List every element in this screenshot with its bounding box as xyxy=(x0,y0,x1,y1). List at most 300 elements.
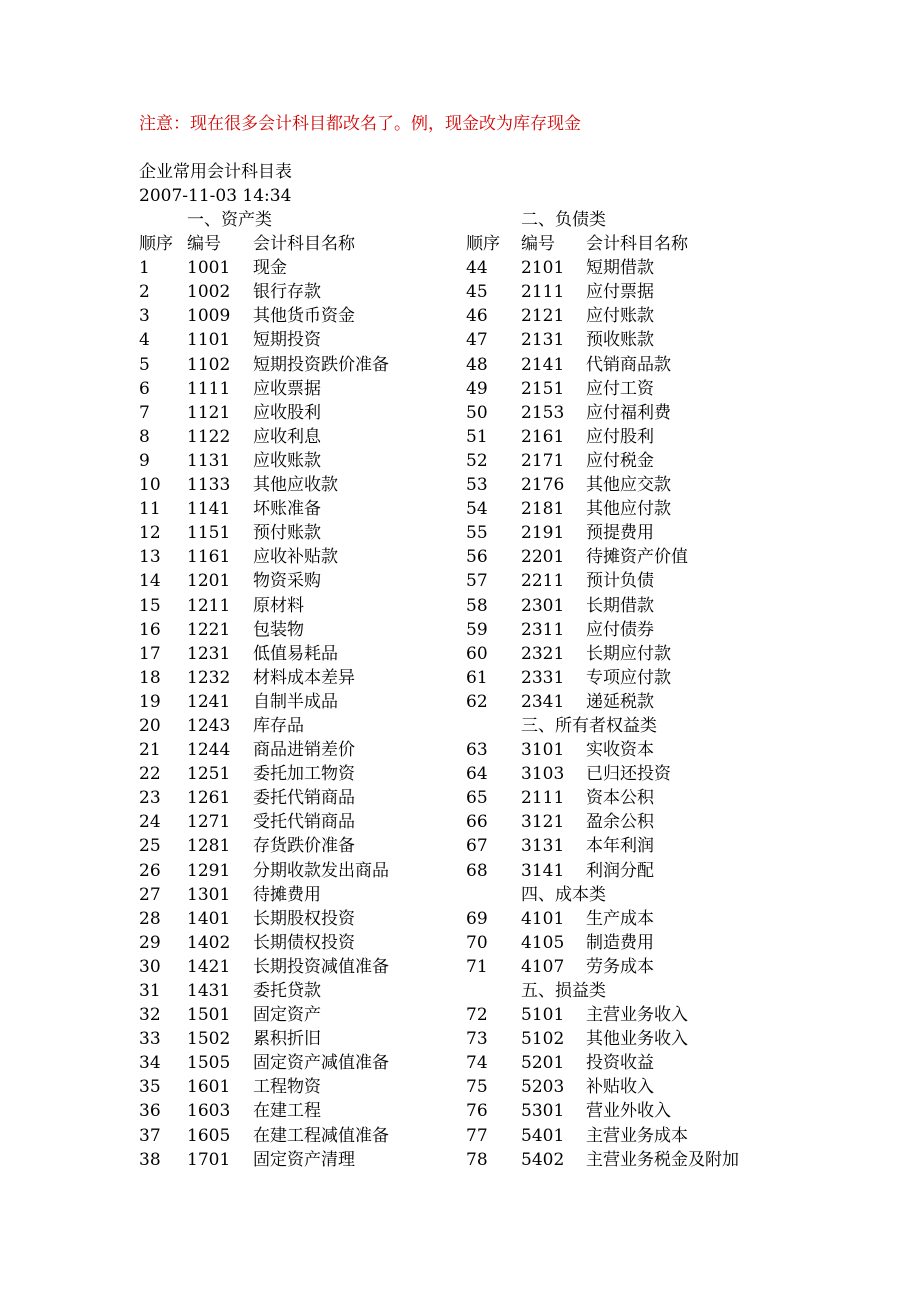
account-row xyxy=(466,1148,786,1172)
account-row xyxy=(466,304,786,328)
category-heading: 二、负债类 xyxy=(521,210,606,230)
account-code: 1001 xyxy=(187,258,231,279)
account-name: 应收利息 xyxy=(253,426,321,447)
account-code: 1141 xyxy=(187,499,231,520)
account-row xyxy=(466,1027,786,1051)
account-name: 营业外收入 xyxy=(586,1101,671,1122)
account-row xyxy=(139,256,459,280)
account-order: 4 xyxy=(139,330,150,351)
account-name: 投资收益 xyxy=(586,1053,654,1074)
account-code: 1244 xyxy=(187,740,231,761)
account-row xyxy=(139,859,459,883)
account-code: 2201 xyxy=(521,547,565,568)
account-name: 应收补贴款 xyxy=(253,547,338,568)
account-name: 固定资产减值准备 xyxy=(253,1053,389,1074)
account-row xyxy=(139,1027,459,1051)
account-row xyxy=(139,425,459,449)
account-order: 55 xyxy=(466,523,488,544)
account-order: 47 xyxy=(466,330,488,351)
account-order: 34 xyxy=(139,1053,161,1074)
account-code: 5102 xyxy=(521,1029,565,1050)
account-row xyxy=(139,931,459,955)
account-name: 应收股利 xyxy=(253,402,321,423)
account-name: 专项应付款 xyxy=(586,667,671,688)
account-order: 77 xyxy=(466,1125,488,1146)
account-code: 1002 xyxy=(187,282,231,303)
account-row xyxy=(139,521,459,545)
account-row xyxy=(466,401,786,425)
account-row xyxy=(139,642,459,666)
account-row xyxy=(139,907,459,931)
account-order: 50 xyxy=(466,402,488,423)
account-row xyxy=(139,1099,459,1123)
account-code: 1291 xyxy=(187,860,231,881)
account-code: 2111 xyxy=(521,282,565,303)
account-name: 主营业务成本 xyxy=(586,1125,688,1146)
account-name: 商品进销差价 xyxy=(253,740,355,761)
account-row xyxy=(139,883,459,907)
account-row xyxy=(466,1075,786,1099)
column-header-row xyxy=(139,232,459,256)
account-order: 9 xyxy=(139,450,150,471)
account-code: 5101 xyxy=(521,1005,565,1026)
account-order: 33 xyxy=(139,1029,161,1050)
account-row xyxy=(139,762,459,786)
column-header-name: 会计科目名称 xyxy=(586,234,688,255)
account-code: 5203 xyxy=(521,1077,565,1098)
account-row xyxy=(139,714,459,738)
account-order: 70 xyxy=(466,932,488,953)
account-order: 30 xyxy=(139,956,161,977)
account-name: 生产成本 xyxy=(586,908,654,929)
account-order: 32 xyxy=(139,1005,161,1026)
account-code: 2211 xyxy=(521,571,565,592)
account-row xyxy=(466,931,786,955)
account-row xyxy=(466,545,786,569)
account-row xyxy=(139,569,459,593)
account-code: 1102 xyxy=(187,354,231,375)
account-order: 13 xyxy=(139,547,161,568)
account-code: 5301 xyxy=(521,1101,565,1122)
account-name: 待摊费用 xyxy=(253,884,321,905)
account-code: 2151 xyxy=(521,378,565,399)
account-code: 2111 xyxy=(521,788,565,809)
account-code: 1121 xyxy=(187,402,231,423)
account-order: 24 xyxy=(139,812,161,833)
account-code: 2101 xyxy=(521,258,565,279)
account-name: 长期应付款 xyxy=(586,643,671,664)
account-code: 2341 xyxy=(521,691,565,712)
account-code: 2191 xyxy=(521,523,565,544)
column-header-name: 会计科目名称 xyxy=(253,234,355,255)
account-order: 54 xyxy=(466,499,488,520)
account-code: 2171 xyxy=(521,450,565,471)
account-name: 应付股利 xyxy=(586,426,654,447)
account-row xyxy=(139,690,459,714)
account-row xyxy=(466,859,786,883)
account-row xyxy=(466,642,786,666)
account-order: 11 xyxy=(139,499,161,520)
account-row xyxy=(466,594,786,618)
account-name: 其他应交款 xyxy=(586,475,671,496)
account-order: 3 xyxy=(139,306,150,327)
account-code: 1501 xyxy=(187,1005,231,1026)
account-code: 1221 xyxy=(187,619,231,640)
account-order: 15 xyxy=(139,595,161,616)
account-code: 1261 xyxy=(187,788,231,809)
account-name: 分期收款发出商品 xyxy=(253,860,389,881)
account-order: 20 xyxy=(139,715,161,736)
account-row xyxy=(466,762,786,786)
account-row xyxy=(466,810,786,834)
account-row xyxy=(139,473,459,497)
account-order: 51 xyxy=(466,426,488,447)
account-row xyxy=(466,786,786,810)
account-order: 71 xyxy=(466,956,488,977)
account-name: 委托加工物资 xyxy=(253,764,355,785)
account-order: 5 xyxy=(139,354,150,375)
account-code: 2331 xyxy=(521,667,565,688)
account-name: 利润分配 xyxy=(586,860,654,881)
account-name: 长期债权投资 xyxy=(253,932,355,953)
account-code: 1241 xyxy=(187,691,231,712)
account-row xyxy=(139,979,459,1003)
account-name: 工程物资 xyxy=(253,1077,321,1098)
account-code: 1232 xyxy=(187,667,231,688)
account-order: 35 xyxy=(139,1077,161,1098)
account-order: 60 xyxy=(466,643,488,664)
account-row xyxy=(466,618,786,642)
account-name: 在建工程减值准备 xyxy=(253,1125,389,1146)
account-row xyxy=(139,810,459,834)
account-row xyxy=(139,449,459,473)
account-order: 72 xyxy=(466,1005,488,1026)
account-order: 45 xyxy=(466,282,488,303)
account-name: 库存品 xyxy=(253,715,304,736)
column-header-row xyxy=(466,232,786,256)
account-row xyxy=(466,256,786,280)
account-name: 委托代销商品 xyxy=(253,788,355,809)
account-row xyxy=(139,1124,459,1148)
column-header-code: 编号 xyxy=(187,234,221,255)
account-code: 1231 xyxy=(187,643,231,664)
account-code: 2121 xyxy=(521,306,565,327)
account-order: 36 xyxy=(139,1101,161,1122)
account-code: 1502 xyxy=(187,1029,231,1050)
account-name: 坏账准备 xyxy=(253,499,321,520)
notice-text: 注意：现在很多会计科目都改名了。例，现金改为库存现金 xyxy=(139,114,581,134)
account-row xyxy=(466,955,786,979)
account-order: 27 xyxy=(139,884,161,905)
account-order: 37 xyxy=(139,1125,161,1146)
account-code: 1122 xyxy=(187,426,231,447)
account-code: 5402 xyxy=(521,1149,565,1170)
account-order: 76 xyxy=(466,1101,488,1122)
account-row xyxy=(139,1051,459,1075)
account-order: 59 xyxy=(466,619,488,640)
account-code: 2153 xyxy=(521,402,565,423)
account-code: 1131 xyxy=(187,450,231,471)
account-code: 4105 xyxy=(521,932,565,953)
account-order: 12 xyxy=(139,523,161,544)
account-order: 52 xyxy=(466,450,488,471)
account-name: 代销商品款 xyxy=(586,354,671,375)
account-row xyxy=(466,328,786,352)
account-order: 21 xyxy=(139,740,161,761)
category-row xyxy=(466,979,786,1003)
account-row xyxy=(139,304,459,328)
account-name: 低值易耗品 xyxy=(253,643,338,664)
account-row xyxy=(139,618,459,642)
account-code: 1605 xyxy=(187,1125,231,1146)
account-order: 46 xyxy=(466,306,488,327)
account-code: 2321 xyxy=(521,643,565,664)
column-header-order: 顺序 xyxy=(139,234,173,255)
account-code: 1281 xyxy=(187,836,231,857)
account-name: 其他货币资金 xyxy=(253,306,355,327)
account-name: 物资采购 xyxy=(253,571,321,592)
account-name: 主营业务收入 xyxy=(586,1005,688,1026)
account-order: 16 xyxy=(139,619,161,640)
account-order: 26 xyxy=(139,860,161,881)
category-row xyxy=(466,714,786,738)
account-name: 劳务成本 xyxy=(586,956,654,977)
account-code: 1211 xyxy=(187,595,231,616)
account-name: 材料成本差异 xyxy=(253,667,355,688)
account-order: 58 xyxy=(466,595,488,616)
account-order: 75 xyxy=(466,1077,488,1098)
account-name: 盈余公积 xyxy=(586,812,654,833)
account-order: 68 xyxy=(466,860,488,881)
account-order: 78 xyxy=(466,1149,488,1170)
account-row xyxy=(139,1148,459,1172)
account-row xyxy=(139,545,459,569)
category-row xyxy=(139,208,459,232)
account-name: 预计负债 xyxy=(586,571,654,592)
account-row xyxy=(139,666,459,690)
account-order: 73 xyxy=(466,1029,488,1050)
liabilities-equity-table xyxy=(466,208,786,1172)
account-order: 25 xyxy=(139,836,161,857)
account-row xyxy=(466,521,786,545)
account-order: 56 xyxy=(466,547,488,568)
account-code: 5201 xyxy=(521,1053,565,1074)
account-row xyxy=(139,834,459,858)
account-name: 实收资本 xyxy=(586,740,654,761)
account-row xyxy=(466,497,786,521)
account-code: 1601 xyxy=(187,1077,231,1098)
category-heading: 四、成本类 xyxy=(521,884,606,905)
account-name: 固定资产清理 xyxy=(253,1149,355,1170)
account-order: 19 xyxy=(139,691,161,712)
account-name: 银行存款 xyxy=(253,282,321,303)
account-name: 资本公积 xyxy=(586,788,654,809)
document-date: 2007-11-03 14:34 xyxy=(139,186,292,206)
account-code: 1505 xyxy=(187,1053,231,1074)
account-name: 递延税款 xyxy=(586,691,654,712)
account-code: 1701 xyxy=(187,1149,231,1170)
account-name: 主营业务税金及附加 xyxy=(586,1149,739,1170)
account-row xyxy=(139,955,459,979)
account-code: 1101 xyxy=(187,330,231,351)
account-name: 短期投资 xyxy=(253,330,321,351)
account-code: 1421 xyxy=(187,956,231,977)
account-name: 原材料 xyxy=(253,595,304,616)
account-code: 1401 xyxy=(187,908,231,929)
account-row xyxy=(466,666,786,690)
account-order: 8 xyxy=(139,426,150,447)
account-order: 57 xyxy=(466,571,488,592)
account-row xyxy=(466,473,786,497)
account-row xyxy=(466,907,786,931)
account-name: 其他业务收入 xyxy=(586,1029,688,1050)
account-name: 短期借款 xyxy=(586,258,654,279)
account-row xyxy=(466,1099,786,1123)
account-row xyxy=(139,1075,459,1099)
account-code: 2131 xyxy=(521,330,565,351)
account-name: 本年利润 xyxy=(586,836,654,857)
column-header-code: 编号 xyxy=(521,234,555,255)
account-order: 61 xyxy=(466,667,488,688)
account-order: 49 xyxy=(466,378,488,399)
account-name: 受托代销商品 xyxy=(253,812,355,833)
account-row xyxy=(466,569,786,593)
account-code: 4107 xyxy=(521,956,565,977)
account-order: 1 xyxy=(139,258,150,279)
column-header-order: 顺序 xyxy=(466,234,500,255)
account-row xyxy=(466,280,786,304)
account-code: 3131 xyxy=(521,836,565,857)
account-order: 17 xyxy=(139,643,161,664)
account-name: 应付账款 xyxy=(586,306,654,327)
category-row xyxy=(466,208,786,232)
category-heading: 一、资产类 xyxy=(187,210,272,230)
account-order: 23 xyxy=(139,788,161,809)
account-row xyxy=(139,280,459,304)
account-name: 现金 xyxy=(253,258,287,279)
account-name: 已归还投资 xyxy=(586,764,671,785)
account-name: 应收票据 xyxy=(253,378,321,399)
account-name: 存货跌价准备 xyxy=(253,836,355,857)
account-row xyxy=(466,1051,786,1075)
account-order: 2 xyxy=(139,282,150,303)
account-order: 14 xyxy=(139,571,161,592)
account-order: 63 xyxy=(466,740,488,761)
account-order: 6 xyxy=(139,378,150,399)
account-row xyxy=(466,377,786,401)
account-code: 2301 xyxy=(521,595,565,616)
account-order: 7 xyxy=(139,402,150,423)
account-row xyxy=(466,738,786,762)
account-name: 应付工资 xyxy=(586,378,654,399)
account-code: 1009 xyxy=(187,306,231,327)
account-order: 62 xyxy=(466,691,488,712)
account-row xyxy=(139,1003,459,1027)
account-row xyxy=(466,1124,786,1148)
category-heading: 五、损益类 xyxy=(521,981,606,1001)
category-heading: 三、所有者权益类 xyxy=(521,715,657,736)
account-name: 在建工程 xyxy=(253,1101,321,1122)
account-name: 自制半成品 xyxy=(253,691,338,712)
account-name: 委托贷款 xyxy=(253,981,321,1001)
account-name: 包装物 xyxy=(253,619,304,640)
account-row xyxy=(139,497,459,521)
account-code: 2311 xyxy=(521,619,565,640)
account-code: 2176 xyxy=(521,475,565,496)
account-order: 69 xyxy=(466,908,488,929)
account-code: 3101 xyxy=(521,740,565,761)
account-name: 应付票据 xyxy=(586,282,654,303)
account-name: 预收账款 xyxy=(586,330,654,351)
account-code: 1251 xyxy=(187,764,231,785)
account-name: 预提费用 xyxy=(586,523,654,544)
account-name: 其他应付款 xyxy=(586,499,671,520)
account-code: 2161 xyxy=(521,426,565,447)
account-code: 1402 xyxy=(187,932,231,953)
account-row xyxy=(139,594,459,618)
account-name: 应付债券 xyxy=(586,619,654,640)
account-code: 2141 xyxy=(521,354,565,375)
account-row xyxy=(139,377,459,401)
account-name: 其他应收款 xyxy=(253,475,338,496)
account-order: 64 xyxy=(466,764,488,785)
account-row xyxy=(466,690,786,714)
account-name: 长期借款 xyxy=(586,595,654,616)
account-name: 短期投资跌价准备 xyxy=(253,354,389,375)
account-row xyxy=(466,425,786,449)
assets-table xyxy=(139,208,459,1172)
account-order: 66 xyxy=(466,812,488,833)
account-code: 3121 xyxy=(521,812,565,833)
document-title: 企业常用会计科目表 xyxy=(139,162,292,182)
account-code: 1271 xyxy=(187,812,231,833)
account-order: 28 xyxy=(139,908,161,929)
account-name: 应收账款 xyxy=(253,450,321,471)
account-order: 29 xyxy=(139,932,161,953)
account-name: 累积折旧 xyxy=(253,1029,321,1050)
account-row xyxy=(139,401,459,425)
account-name: 长期投资减值准备 xyxy=(253,956,389,977)
account-order: 65 xyxy=(466,788,488,809)
account-row xyxy=(139,738,459,762)
account-name: 应付福利费 xyxy=(586,402,671,423)
account-row xyxy=(466,449,786,473)
account-order: 31 xyxy=(139,981,161,1001)
account-order: 10 xyxy=(139,475,161,496)
account-name: 长期股权投资 xyxy=(253,908,355,929)
account-code: 1431 xyxy=(187,981,231,1001)
account-name: 预付账款 xyxy=(253,523,321,544)
account-code: 1151 xyxy=(187,523,231,544)
account-code: 1111 xyxy=(187,378,231,399)
account-row xyxy=(466,1003,786,1027)
account-row xyxy=(466,834,786,858)
account-code: 4101 xyxy=(521,908,565,929)
account-code: 1201 xyxy=(187,571,231,592)
account-row xyxy=(139,353,459,377)
account-code: 3103 xyxy=(521,764,565,785)
account-code: 1301 xyxy=(187,884,231,905)
account-order: 18 xyxy=(139,667,161,688)
account-name: 待摊资产价值 xyxy=(586,547,688,568)
account-code: 3141 xyxy=(521,860,565,881)
account-order: 67 xyxy=(466,836,488,857)
account-row xyxy=(139,786,459,810)
category-row xyxy=(466,883,786,907)
account-order: 74 xyxy=(466,1053,488,1074)
account-order: 38 xyxy=(139,1149,161,1170)
account-name: 补贴收入 xyxy=(586,1077,654,1098)
